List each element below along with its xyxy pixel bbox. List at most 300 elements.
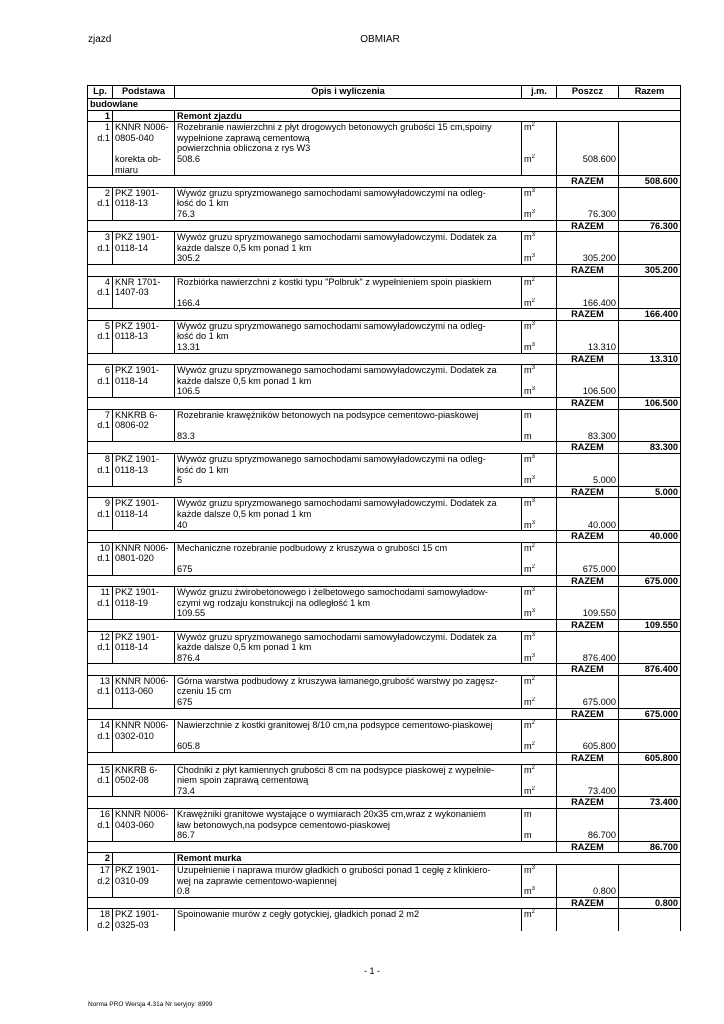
sum-spacer <box>88 531 113 543</box>
opis-cell: Wywóz gruzu spryzmowanego samochodami samowyładowczymi na odleg- <box>175 320 522 331</box>
table-row <box>88 820 681 831</box>
table-body <box>88 99 681 931</box>
podstawa-cell: KNKRB 6- <box>113 409 175 420</box>
poszcz-cell <box>557 553 619 564</box>
razem-cell <box>619 598 681 609</box>
poszcz-cell <box>557 243 619 254</box>
jm-cell <box>522 133 557 144</box>
jm-cell <box>522 686 557 697</box>
lp-cell: 9 <box>88 498 113 509</box>
poszcz-cell <box>557 876 619 887</box>
unit-base: m <box>524 365 532 376</box>
jm-cell <box>522 143 557 154</box>
opis-cell: każde dalsze 0,5 km ponad 1 km <box>175 509 522 520</box>
table-row <box>88 187 681 198</box>
lp-cell: d.1 <box>88 465 113 476</box>
razem-cell <box>619 520 681 531</box>
table-row <box>88 642 681 653</box>
podstawa-cell <box>113 830 175 841</box>
table-row <box>88 564 681 575</box>
jm-cell <box>522 420 557 431</box>
razem-cell <box>619 465 681 476</box>
sum-spacer <box>88 442 113 454</box>
poszcz-cell <box>557 909 619 920</box>
poszcz-cell: 605.800 <box>557 741 619 752</box>
jm-cell <box>522 553 557 564</box>
opis-cell: 166.4 <box>175 298 522 309</box>
jm-cell <box>522 775 557 786</box>
poszcz-cell: 166.400 <box>557 298 619 309</box>
opis-cell: 106.5 <box>175 386 522 397</box>
sum-spacer <box>113 309 557 321</box>
table-row <box>88 675 681 686</box>
sum-spacer <box>88 220 113 232</box>
unit-base: m <box>524 475 532 486</box>
jm-cell <box>522 642 557 653</box>
opis-cell <box>175 920 522 931</box>
sum-label: RAZEM <box>557 220 619 232</box>
jm-cell <box>522 154 557 165</box>
jm-cell <box>522 697 557 708</box>
opis-cell: łość do 1 km <box>175 465 522 476</box>
table-row <box>88 133 681 144</box>
lp-cell: 6 <box>88 365 113 376</box>
lp-cell: 13 <box>88 675 113 686</box>
razem-cell <box>619 830 681 841</box>
sum-row <box>88 619 681 631</box>
table-row <box>88 830 681 841</box>
lp-cell: 2 <box>88 187 113 198</box>
poszcz-cell <box>557 232 619 243</box>
razem-cell <box>619 642 681 653</box>
jm-cell <box>522 608 557 619</box>
razem-cell <box>619 820 681 831</box>
lp-cell <box>88 386 113 397</box>
jm-cell <box>522 198 557 209</box>
jm-cell <box>522 587 557 598</box>
sum-row <box>88 575 681 587</box>
lp-cell: 16 <box>88 809 113 820</box>
unit-exponent: 2 <box>531 563 535 570</box>
unit-base: m <box>524 608 532 619</box>
podstawa-cell: KNNR N006- <box>113 542 175 553</box>
lp-cell: 3 <box>88 232 113 243</box>
sum-spacer <box>88 575 113 587</box>
sum-row <box>88 753 681 765</box>
poszcz-cell <box>557 720 619 731</box>
table-row <box>88 409 681 420</box>
sum-spacer <box>113 841 557 853</box>
podstawa-cell <box>113 342 175 353</box>
section-number: 2 <box>88 853 113 865</box>
sum-value: 40.000 <box>619 531 681 543</box>
unit-exponent: 2 <box>531 764 535 771</box>
opis-cell: Górna warstwa podbudowy z kruszywa łamanego,grubość warstwy po zagęsz- <box>175 675 522 686</box>
poszcz-cell: 86.700 <box>557 830 619 841</box>
unit-base: m <box>524 454 532 464</box>
razem-cell <box>619 864 681 875</box>
sum-label: RAZEM <box>557 753 619 765</box>
jm-cell <box>522 886 557 897</box>
jm-cell <box>522 475 557 486</box>
sum-label: RAZEM <box>557 708 619 720</box>
unit-base: m <box>524 864 532 875</box>
poszcz-cell: 40.000 <box>557 520 619 531</box>
razem-cell <box>619 122 681 133</box>
razem-cell <box>619 731 681 742</box>
razem-cell <box>619 509 681 520</box>
unit-base: m <box>524 741 532 752</box>
col-podstawa-header: Podstawa <box>113 86 175 99</box>
sum-label: RAZEM <box>557 309 619 321</box>
opis-cell: 876.4 <box>175 653 522 664</box>
sum-row <box>88 176 681 188</box>
opis-cell: Chodniki z płyt kamiennych grubości 8 cm na podsypce piaskowej z wypełnie- <box>175 764 522 775</box>
section-row <box>88 853 681 865</box>
jm-cell <box>522 165 557 176</box>
jm-cell <box>522 276 557 287</box>
opis-cell: 86.7 <box>175 830 522 841</box>
section-row <box>88 110 681 122</box>
unit-base: m <box>524 764 532 775</box>
podstawa-cell: 0113-060 <box>113 686 175 697</box>
col-razem-header: Razem <box>619 86 681 99</box>
sum-label: RAZEM <box>557 575 619 587</box>
podstawa-cell: PKZ 1901- <box>113 498 175 509</box>
poszcz-cell <box>557 775 619 786</box>
sum-label: RAZEM <box>557 442 619 454</box>
opis-cell: 76.3 <box>175 209 522 220</box>
sum-spacer <box>88 309 113 321</box>
poszcz-cell <box>557 498 619 509</box>
opis-cell <box>175 287 522 298</box>
unit-base: m <box>524 697 532 708</box>
opis-cell: Wywóz gruzu spryzmowanego samochodami samowyładowczymi na odleg- <box>175 454 522 465</box>
unit-base: m <box>524 886 532 897</box>
opis-cell: czymi wg rodzaju konstrukcji na odległość 1 km <box>175 598 522 609</box>
podstawa-cell: KNKRB 6- <box>113 764 175 775</box>
razem-cell <box>619 298 681 309</box>
table-row <box>88 920 681 931</box>
lp-cell <box>88 520 113 531</box>
opis-cell: Wywóz gruzu spryzmowanego samochodami samowyładowczymi na odleg- <box>175 187 522 198</box>
opis-cell: 83.3 <box>175 431 522 442</box>
podstawa-cell: 0118-19 <box>113 598 175 609</box>
lp-cell: 5 <box>88 320 113 331</box>
lp-cell: 18 <box>88 909 113 920</box>
table-row <box>88 331 681 342</box>
poszcz-cell <box>557 465 619 476</box>
jm-cell <box>522 598 557 609</box>
podstawa-cell: KNNR N006- <box>113 122 175 133</box>
podstawa-cell: 0118-14 <box>113 509 175 520</box>
unit-exponent: 3 <box>531 365 535 372</box>
category-row <box>88 99 681 111</box>
poszcz-cell <box>557 920 619 931</box>
jm-cell <box>522 320 557 331</box>
lp-cell: d.1 <box>88 509 113 520</box>
unit-base: m <box>524 542 532 553</box>
opis-cell <box>175 420 522 431</box>
sum-row <box>88 486 681 498</box>
jm-cell: m <box>522 409 557 420</box>
lp-cell: d.1 <box>88 731 113 742</box>
unit-exponent: 2 <box>531 122 535 129</box>
opis-cell: 508.6 <box>175 154 522 165</box>
podstawa-cell: PKZ 1901- <box>113 909 175 920</box>
opis-cell: Spoinowanie murów z cegły gotyckiej, gładkich ponad 2 m2 <box>175 909 522 920</box>
podstawa-cell: 0118-13 <box>113 198 175 209</box>
poszcz-cell: 76.300 <box>557 209 619 220</box>
razem-cell <box>619 232 681 243</box>
unit-base: m <box>524 253 532 264</box>
sum-spacer <box>88 753 113 765</box>
poszcz-cell <box>557 809 619 820</box>
unit-exponent: 2 <box>531 542 535 549</box>
lp-cell: 1 <box>88 122 113 133</box>
table-row <box>88 720 681 731</box>
opis-cell: każde dalsze 0,5 km ponad 1 km <box>175 243 522 254</box>
jm-cell <box>522 122 557 133</box>
razem-cell <box>619 365 681 376</box>
category-label: budowlane <box>88 99 681 111</box>
lp-cell: 14 <box>88 720 113 731</box>
table-row <box>88 386 681 397</box>
table-row <box>88 431 681 442</box>
sum-spacer <box>88 264 113 276</box>
table-row <box>88 598 681 609</box>
table-row <box>88 731 681 742</box>
unit-base: m <box>524 519 532 530</box>
podstawa-cell: PKZ 1901- <box>113 232 175 243</box>
podstawa-cell: 0806-02 <box>113 420 175 431</box>
jm-cell <box>522 454 557 465</box>
unit-base: m <box>524 153 532 164</box>
sum-value: 76.300 <box>619 220 681 232</box>
podstawa-cell <box>113 209 175 220</box>
table-row <box>88 686 681 697</box>
jm-cell <box>522 542 557 553</box>
razem-cell <box>619 209 681 220</box>
poszcz-cell <box>557 122 619 133</box>
razem-cell <box>619 741 681 752</box>
razem-cell <box>619 553 681 564</box>
poszcz-cell <box>557 287 619 298</box>
header-left: zjazd <box>88 34 112 45</box>
table-row <box>88 608 681 619</box>
razem-cell <box>619 342 681 353</box>
razem-cell <box>619 320 681 331</box>
podstawa-cell: 0310-09 <box>113 876 175 887</box>
razem-cell <box>619 187 681 198</box>
opis-cell: każde dalsze 0,5 km ponad 1 km <box>175 376 522 387</box>
lp-cell: d.1 <box>88 598 113 609</box>
sum-spacer <box>113 353 557 365</box>
unit-exponent: 3 <box>531 386 535 393</box>
lp-cell: d.1 <box>88 420 113 431</box>
poszcz-cell <box>557 365 619 376</box>
poszcz-cell: 13.310 <box>557 342 619 353</box>
table-row <box>88 253 681 264</box>
opis-cell: niem spoin zaprawą cementową <box>175 775 522 786</box>
podstawa-cell <box>113 564 175 575</box>
razem-cell <box>619 454 681 465</box>
sum-spacer <box>113 708 557 720</box>
sum-label: RAZEM <box>557 619 619 631</box>
sum-label: RAZEM <box>557 486 619 498</box>
opis-cell: wypełnione zaprawą cementową <box>175 133 522 144</box>
sum-spacer <box>113 531 557 543</box>
sum-value: 675.000 <box>619 575 681 587</box>
lp-cell: 8 <box>88 454 113 465</box>
table-row <box>88 631 681 642</box>
razem-cell <box>619 475 681 486</box>
poszcz-cell <box>557 320 619 331</box>
razem-cell <box>619 431 681 442</box>
table-row <box>88 909 681 920</box>
table-row <box>88 653 681 664</box>
podstawa-cell: PKZ 1901- <box>113 454 175 465</box>
sum-row <box>88 531 681 543</box>
razem-cell <box>619 686 681 697</box>
podstawa-cell <box>113 697 175 708</box>
sum-label: RAZEM <box>557 398 619 410</box>
unit-exponent: 3 <box>531 886 535 893</box>
podstawa-cell: PKZ 1901- <box>113 631 175 642</box>
sum-value: 5.000 <box>619 486 681 498</box>
poszcz-cell <box>557 454 619 465</box>
sum-label: RAZEM <box>557 531 619 543</box>
opis-cell: 675 <box>175 697 522 708</box>
table-row <box>88 520 681 531</box>
sum-label: RAZEM <box>557 797 619 809</box>
table-row <box>88 764 681 775</box>
opis-cell: każde dalsze 0,5 km ponad 1 km <box>175 642 522 653</box>
podstawa-cell: 0118-14 <box>113 243 175 254</box>
podstawa-cell: 0118-14 <box>113 642 175 653</box>
jm-cell <box>522 520 557 531</box>
lp-cell <box>88 697 113 708</box>
lp-cell: d.1 <box>88 775 113 786</box>
sum-spacer <box>113 264 557 276</box>
razem-cell <box>619 909 681 920</box>
table-header-row <box>88 86 681 99</box>
sum-value: 876.400 <box>619 664 681 676</box>
lp-cell <box>88 830 113 841</box>
table-row <box>88 542 681 553</box>
lp-cell: d.1 <box>88 642 113 653</box>
razem-cell <box>619 775 681 786</box>
poszcz-cell: 83.300 <box>557 431 619 442</box>
poszcz-cell <box>557 587 619 598</box>
unit-base: m <box>524 720 532 731</box>
opis-cell: Wywóz gruzu spryzmowanego samochodami samowyładowczymi. Dodatek za <box>175 631 522 642</box>
unit-base: m <box>524 386 532 397</box>
poszcz-cell <box>557 376 619 387</box>
razem-cell <box>619 675 681 686</box>
sum-row <box>88 708 681 720</box>
podstawa-cell: 1407-03 <box>113 287 175 298</box>
lp-cell <box>88 298 113 309</box>
jm-cell <box>522 720 557 731</box>
jm-cell <box>522 187 557 198</box>
poszcz-cell: 508.600 <box>557 154 619 165</box>
podstawa-cell: PKZ 1901- <box>113 365 175 376</box>
sum-row <box>88 220 681 232</box>
unit-base: m <box>524 232 532 243</box>
poszcz-cell <box>557 409 619 420</box>
col-opis-header: Opis i wyliczenia <box>175 86 522 99</box>
sum-label: RAZEM <box>557 176 619 188</box>
sum-label: RAZEM <box>557 841 619 853</box>
opis-cell: 73.4 <box>175 786 522 797</box>
sum-spacer <box>113 797 557 809</box>
unit-exponent: 3 <box>531 208 535 215</box>
table-row <box>88 587 681 598</box>
opis-cell: Mechaniczne rozebranie podbudowy z kruszywa o grubości 15 cm <box>175 542 522 553</box>
razem-cell <box>619 920 681 931</box>
jm-cell <box>522 298 557 309</box>
poszcz-cell <box>557 820 619 831</box>
poszcz-cell <box>557 133 619 144</box>
razem-cell <box>619 720 681 731</box>
table-row <box>88 697 681 708</box>
podstawa-cell <box>113 786 175 797</box>
unit-exponent: 3 <box>531 475 535 482</box>
jm-cell <box>522 342 557 353</box>
podstawa-cell: 0801-020 <box>113 553 175 564</box>
podstawa-cell <box>113 520 175 531</box>
jm-cell <box>522 253 557 264</box>
poszcz-cell <box>557 143 619 154</box>
razem-cell <box>619 154 681 165</box>
poszcz-cell: 106.500 <box>557 386 619 397</box>
table-row <box>88 786 681 797</box>
unit-base: m <box>524 276 532 287</box>
lp-cell: 15 <box>88 764 113 775</box>
unit-base: m <box>524 320 532 331</box>
poszcz-cell <box>557 276 619 287</box>
sum-spacer <box>113 398 557 410</box>
table-row <box>88 320 681 331</box>
sum-row <box>88 841 681 853</box>
jm-cell <box>522 764 557 775</box>
jm-cell <box>522 287 557 298</box>
podstawa-cell: PKZ 1901- <box>113 320 175 331</box>
opis-cell: 109.55 <box>175 608 522 619</box>
razem-cell <box>619 253 681 264</box>
unit-base: m <box>524 297 532 308</box>
jm-cell <box>522 232 557 243</box>
lp-cell: 17 <box>88 864 113 875</box>
razem-cell <box>619 198 681 209</box>
unit-base: m <box>524 675 532 686</box>
col-poszcz-header: Poszcz <box>557 86 619 99</box>
opis-cell: Uzupełnienie i naprawa murów gładkich o grubości ponad 1 cegłę z klinkiero- <box>175 864 522 875</box>
unit-exponent: 2 <box>531 675 535 682</box>
razem-cell <box>619 876 681 887</box>
table-row <box>88 509 681 520</box>
opis-cell: Rozebranie nawierzchni z płyt drogowych betonowych grubości 15 cm,spoiny <box>175 122 522 133</box>
jm-cell <box>522 509 557 520</box>
table-row <box>88 342 681 353</box>
sum-row <box>88 797 681 809</box>
poszcz-cell <box>557 331 619 342</box>
razem-cell <box>619 243 681 254</box>
razem-cell <box>619 564 681 575</box>
sum-spacer <box>113 753 557 765</box>
podstawa-cell: 0502-08 <box>113 775 175 786</box>
